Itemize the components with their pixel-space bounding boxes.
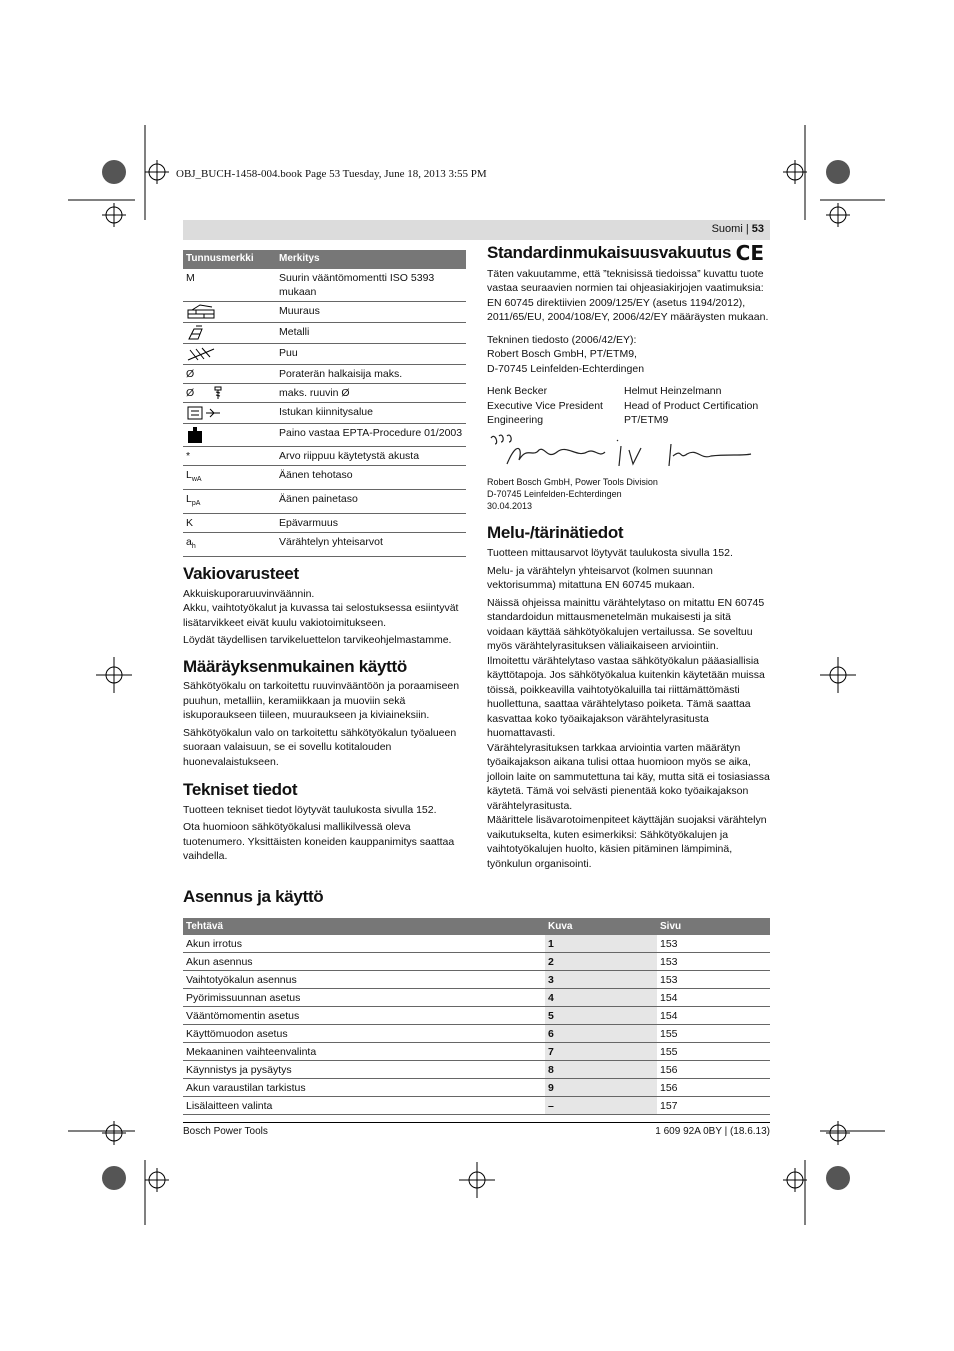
page-cell: 156	[657, 1079, 770, 1097]
meaning-cell: Poraterän halkaisija maks.	[276, 364, 466, 383]
task-cell: Mekaaninen vaihteenvalinta	[183, 1043, 545, 1061]
page-cell: 155	[657, 1043, 770, 1061]
paragraph: Tuotteen mittausarvot löytyvät taulukosta sivulla 152.	[487, 547, 733, 559]
symbols-table	[183, 250, 466, 557]
page-cell: 153	[657, 935, 770, 953]
paragraph: Sähkötyökalun valo on tarkoitettu sähkötyökalun työalueen suoraan valaisuun, se ei sovellu kotitalouden huonevalaistukseen.	[183, 726, 457, 768]
paragraph: D-70745 Leinfelden-Echterdingen	[487, 362, 645, 375]
section-heading: Melu-/tärinätiedot	[487, 522, 624, 542]
signatory-title: Executive Vice President	[487, 399, 603, 412]
symbol-subscript: wA	[191, 475, 202, 483]
th-symbol: Tunnusmerkki	[183, 250, 276, 269]
figure-cell: 5	[545, 1007, 657, 1025]
section-heading: Määräyksenmukainen käyttö	[183, 656, 407, 676]
task-cell: Pyörimissuunnan asetus	[183, 989, 545, 1007]
figure-cell: 6	[545, 1025, 657, 1043]
table-row	[183, 402, 466, 423]
paragraph: Akkuiskuporaruuvinväännin.	[183, 587, 315, 600]
figure-cell: 9	[545, 1079, 657, 1097]
task-cell: Lisälaitteen valinta	[183, 1097, 545, 1115]
page-cell: 157	[657, 1097, 770, 1115]
th-figure: Kuva	[545, 918, 657, 935]
meaning-cell: Muuraus	[276, 301, 466, 322]
symbol-cell: *	[183, 446, 276, 465]
paragraph: Robert Bosch GmbH, PT/ETM9,	[487, 348, 637, 360]
company-line: 30.04.2013	[487, 500, 533, 511]
section-heading: Asennus ja käyttö	[183, 887, 324, 906]
symbol-cell: a	[186, 535, 192, 548]
section-label: Suomi |	[711, 223, 749, 235]
signatory-name: Helmut Heinzelmann	[624, 385, 722, 397]
wood-icon	[186, 346, 216, 362]
table-row	[183, 1079, 770, 1097]
paragraph: Melu- ja värähtelyn yhteisarvot (kolmen suunnan vektorisumma) mitattuna EN 60745 mukaan.	[487, 564, 713, 591]
th-meaning: Merkitys	[276, 250, 466, 269]
table-row	[183, 301, 466, 322]
table-row	[183, 489, 466, 513]
paragraph: Löydät täydellisen tarvikeluettelon tarvikeohjelmastamme.	[183, 634, 452, 646]
figure-cell: 2	[545, 953, 657, 971]
paragraph: Näissä ohjeissa mainittu värähtelytaso on mitattu EN 60745 standardoidun mittausmenetelmän mukaisesti ja sitä voidaan käyttää sähkötyökalujen vertailussa. Se soveltuu myös värähtelyrasituksen väliaikaiseen arviointiin.	[487, 596, 765, 652]
table-row	[183, 269, 466, 302]
figure-cell: 7	[545, 1043, 657, 1061]
figure-cell: 8	[545, 1061, 657, 1079]
paragraph: Tekninen tiedosto (2006/42/EY):	[487, 333, 637, 346]
symbol-cell: Ø	[183, 364, 276, 383]
meaning-cell: Värähtelyn yhteisarvot	[276, 532, 466, 556]
company-line: Robert Bosch GmbH, Power Tools Division	[487, 476, 658, 487]
company-line: D-70745 Leinfelden-Echterdingen	[487, 488, 622, 499]
meaning-cell: maks. ruuvin Ø	[276, 383, 466, 402]
table-row	[183, 513, 466, 532]
task-cell: Akun varaustilan tarkistus	[183, 1079, 545, 1097]
page-cell: 156	[657, 1061, 770, 1079]
meaning-cell: Arvo riippuu käytetystä akusta	[276, 446, 466, 465]
table-row	[183, 1061, 770, 1079]
table-row	[183, 423, 466, 446]
table-row	[183, 383, 466, 402]
table-row	[183, 1007, 770, 1025]
meaning-cell: Äänen tehotaso	[276, 465, 466, 489]
table-row	[183, 446, 466, 465]
footer-rule	[183, 1122, 770, 1123]
symbol-subscript: pA	[191, 499, 201, 507]
table-row	[183, 343, 466, 364]
section-heading: Tekniset tiedot	[183, 780, 298, 799]
task-cell: Vääntömomentin asetus	[183, 1007, 545, 1025]
meaning-cell: Puu	[276, 343, 466, 364]
section-heading: Standardinmukaisuusvakuutus	[487, 243, 732, 262]
task-cell: Käyttömuodon asetus	[183, 1025, 545, 1043]
footer-right: 1 609 92A 0BY | (18.6.13)	[655, 1126, 770, 1137]
screw-icon	[211, 386, 225, 400]
table-row	[183, 364, 466, 383]
symbol-cell: K	[183, 513, 276, 532]
meaning-cell: Epävarmuus	[276, 513, 466, 532]
table-row	[183, 935, 770, 953]
assembly-table	[183, 918, 770, 1115]
figure-cell: 1	[545, 935, 657, 953]
symbol-cell: L	[186, 468, 192, 481]
table-row	[183, 953, 770, 971]
page-cell: 154	[657, 1007, 770, 1025]
figure-cell: 3	[545, 971, 657, 989]
symbol-cell: Ø	[186, 386, 195, 399]
file-info: OBJ_BUCH-1458-004.book Page 53 Tuesday, June 18, 2013 3:55 PM	[176, 168, 487, 180]
weight-icon	[186, 426, 204, 444]
meaning-cell: Suurin vääntömomentti ISO 5393 mukaan	[276, 269, 466, 302]
symbol-cell: L	[186, 492, 192, 505]
paragraph: Ota huomioon sähkötyökalusi mallikilvessä oleva tuotenumero. Yksittäisten koneiden kauppanimitys saattaa vaihdella.	[183, 821, 455, 862]
paragraph: Tuotteen tekniset tiedot löytyvät taulukosta sivulla 152.	[183, 803, 437, 816]
section-heading: Vakiovarusteet	[183, 564, 299, 583]
meaning-cell: Metalli	[276, 322, 466, 343]
right-column	[487, 241, 770, 871]
signatory-dept: Engineering	[487, 414, 544, 426]
task-cell: Käynnistys ja pysäytys	[183, 1061, 545, 1079]
task-cell: Akun asennus	[183, 953, 545, 971]
page-cell: 153	[657, 953, 770, 971]
table-row	[183, 989, 770, 1007]
paragraph: Määrittele lisävarotoimenpiteet käyttäjän suojaksi värähtelyn vaikutukselta, kuten esimerkiksi: Sähkötyökalujen ja vaihtotyökalujen huolto, käsien pitäminen lämpiminä, työnkulun organisointi.	[487, 814, 767, 870]
signatory-name: Henk Becker	[487, 385, 548, 397]
symbol-subscript: h	[191, 543, 196, 550]
th-page: Sivu	[657, 918, 770, 935]
table-row	[183, 322, 466, 343]
ce-mark: CE	[735, 241, 764, 265]
signatory-title: Head of Product Certification	[624, 399, 759, 412]
figure-cell: 4	[545, 989, 657, 1007]
table-row	[183, 465, 466, 489]
metal-icon	[186, 325, 206, 341]
meaning-cell: Istukan kiinnitysalue	[276, 402, 466, 423]
paragraph: Sähkötyökalu on tarkoitettu ruuvinvääntöön ja poraamiseen puuhun, metalliin, keramiikkaan ja muoviin sekä iskuporaukseen tiileen, muuraukseen ja kiviaineksiin.	[183, 680, 460, 721]
chuck-icon	[186, 405, 222, 421]
page-header	[183, 220, 770, 240]
signatory-dept: PT/ETM9	[624, 414, 669, 426]
paragraph: Akku, vaihtotyökalut ja kuvassa tai selostuksessa esiintyvät lisätarvikkeet eivät kuulu vakiotoimitukseen.	[183, 602, 459, 629]
masonry-icon	[186, 304, 218, 320]
symbol-cell: M	[183, 269, 276, 302]
th-task: Tehtävä	[183, 918, 545, 935]
page-cell: 155	[657, 1025, 770, 1043]
paragraph: Ilmoitettu värähtelytaso vastaa sähkötyökalun pääasiallisia käyttötapoja. Jos sähkötyökalua kuitenkin käytetään muissa töissä, poikkeavilla vaihtotyökaluilla tai riittämättömästi huollettuna, saattaa värähtelytaso poiketa. Tämä saattaa kasvattaa koko työaikajakson värähtelyrasitusta huomattavasti.	[487, 654, 765, 739]
table-row	[183, 532, 466, 556]
table-row	[183, 1043, 770, 1061]
signatures-image	[487, 430, 770, 474]
footer-left: Bosch Power Tools	[183, 1126, 268, 1137]
table-row	[183, 971, 770, 989]
task-cell: Vaihtotyökalun asennus	[183, 971, 545, 989]
figure-cell: –	[545, 1097, 657, 1115]
table-row	[183, 1097, 770, 1115]
meaning-cell: Paino vastaa EPTA-Procedure 01/2003	[276, 423, 466, 446]
meaning-cell: Äänen painetaso	[276, 489, 466, 513]
left-column	[183, 250, 467, 867]
task-cell: Akun irrotus	[183, 935, 545, 953]
page-number: 53	[751, 223, 764, 235]
page-cell: 153	[657, 971, 770, 989]
paragraph: Täten vakuutamme, että ”teknisissä tiedoissa” kuvattu tuote vastaa seuraavien normien tai ohjeasiakirjojen vaatimuksia: EN 60745 direktiivien 2009/125/EY (asetus 1194/2012), 2011/65/EU, 2004/108/EY, 2006/42/EY määräysten mukaan.	[487, 267, 769, 323]
table-row	[183, 1025, 770, 1043]
page-cell: 154	[657, 989, 770, 1007]
paragraph: Värähtelyrasituksen tarkkaa arviointia varten määrätyn työaikajakson aikana tulisi ottaa huomioon myös se aika, jolloin laite on sammutettuna tai käy, mutta sitä ei tosiasiassa käytetä. Tämä voi selvästi pienentää koko työaikajakson värähtelyrasitusta.	[487, 741, 770, 812]
